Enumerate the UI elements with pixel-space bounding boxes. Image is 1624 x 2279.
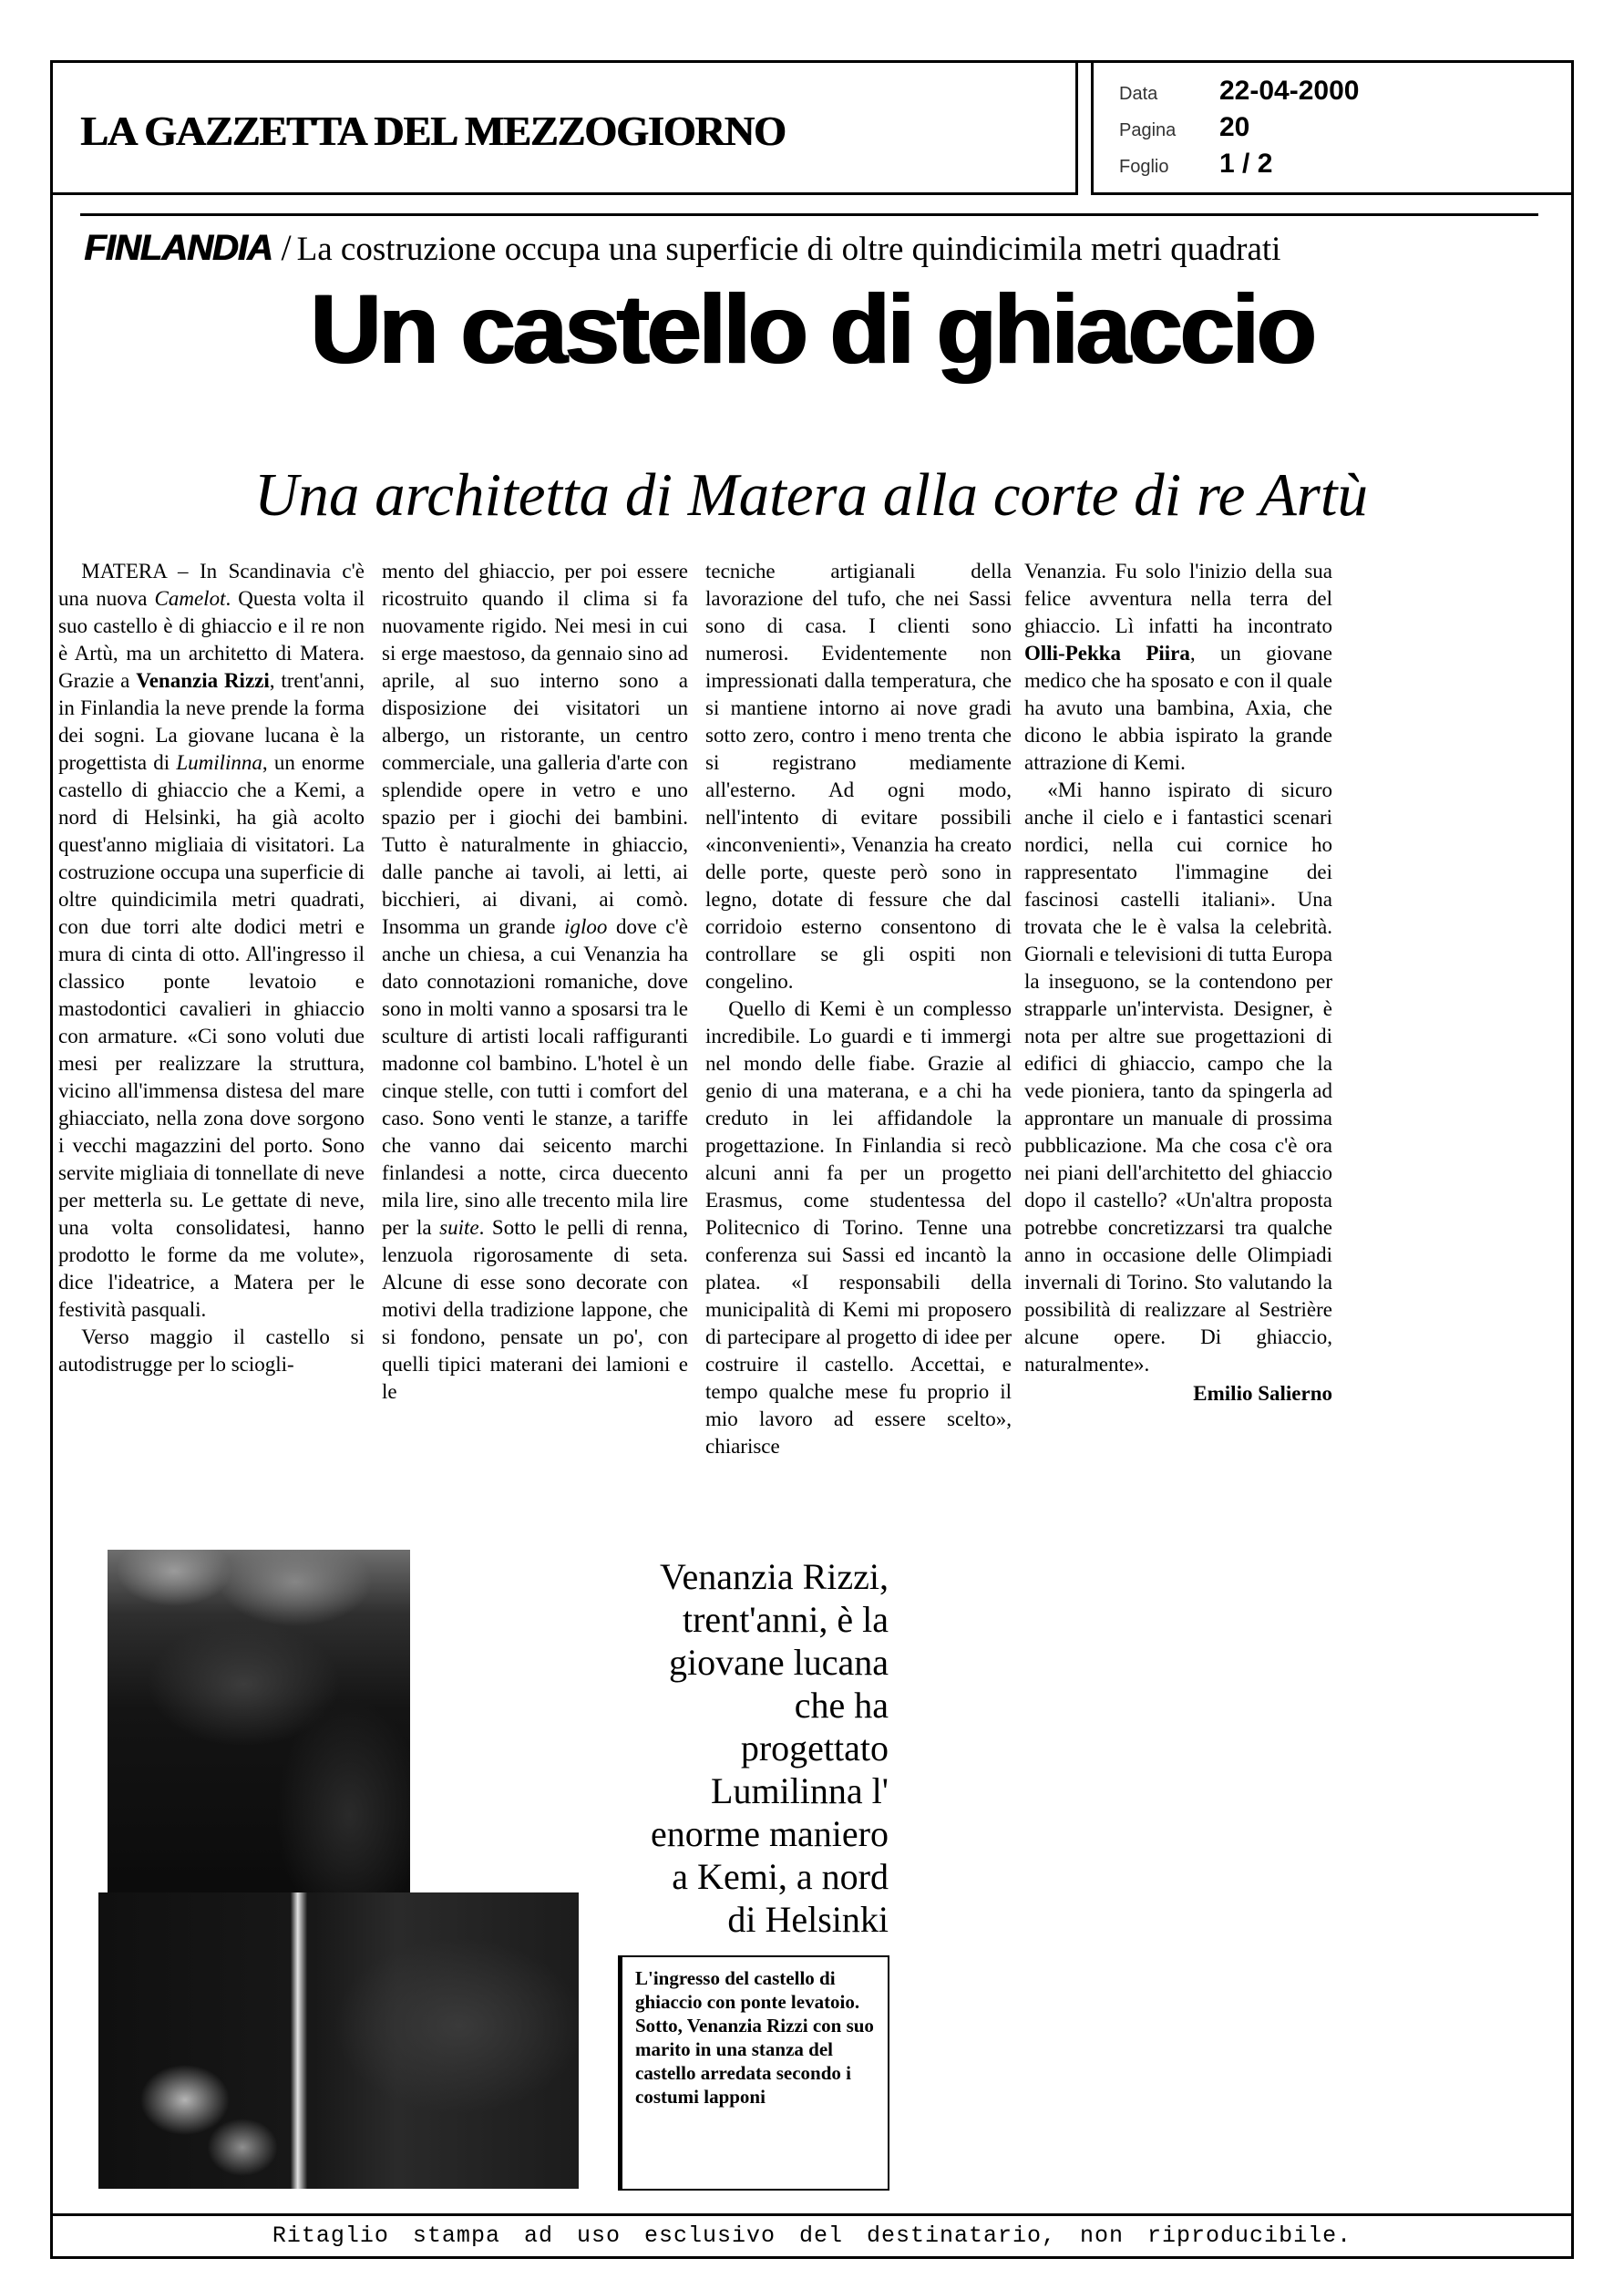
photo-ice-castle-entrance	[108, 1550, 410, 1903]
kicker-separator: /	[281, 227, 292, 268]
clipping-info-box	[1091, 60, 1574, 195]
boxed-caption: L'ingresso del castello di ghiaccio con ponte levatoio. Sotto, Venanzia Rizzi con suo marito in una stanza del castello arredata secondo i costumi lapponi	[618, 1955, 889, 2191]
page-value: 20	[1219, 112, 1250, 142]
headline: Un castello di ghiaccio	[309, 273, 1313, 384]
article-column-1: MATERA – In Scandinavia c'è una nuova Camelot. Questa volta il suo castello è di ghiaccio e il re non è Artù, ma un architetto di Matera. Grazie a Venanzia Rizzi, trent'anni, in Finlandia la neve prende la forma dei sogni. La giovane lucana è la progettista di Lumilinna, un enorme castello di ghiaccio che a Kemi, a nord di Helsinki, ha già acolto quest'anno migliaia di visitatori. La costruzione occupa una superficie di oltre quindicimila metri quadrati, con due torri alte dodici metri e mura di cinta di otto. All'ingresso il classico ponte levatoio e mastodontici cavalieri in ghiaccio con armature. «Ci sono voluti due mesi per realizzare la struttura, vicino all'immensa distesa del mare ghiacciato, nella zona dove sorgono i vecchi magazzini del porto. Sono servite migliaia di tonnellate di neve per metterla su. Le gettate di neve, una volta consolidatesi, hanno prodotto le forme da me volute», dice l'ideatrice, a Matera per le festività pasquali. Verso maggio il castello si autodistrugge per lo sciogli-	[58, 560, 365, 1376]
masthead-box	[50, 60, 1078, 195]
footer-rule	[50, 2213, 1574, 2216]
section-tag: FINLANDIA	[84, 228, 272, 268]
info-row-page	[1119, 112, 1571, 149]
article-column-2: mento del ghiaccio, per poi essere ricostruito quando il clima si fa nuovamente rigido. Nei mesi in cui si erge maestoso, da gennaio sino ad aprile, al suo interno sono a disposizione dei visitatori un albergo, un ristorante, un centro commerciale, una galleria d'arte con splendide opere in vetro e uno spazio per i giochi dei bambini. Tutto è naturalmente in ghiaccio, dalle panche ai tavoli, ai letti, ai bicchieri, ai divani, ai comò. Insomma un grande igloo dove c'è anche un chiesa, a cui Venanzia ha dato connotazioni romaniche, dove sono in molti vanno a sposarsi tra le sculture di artisti locali raffiguranti madonne col bambino. L'hotel è un cinque stelle, con tutti i comfort del caso. Sono venti le stanze, a tariffe che vanno dai seicento marchi finlandesi a notte, circa duecento mila lire, sino alle trecento mila lire per la suite. Sotto le pelli di renna, lenzuola rigorosamente di seta. Alcune di esse sono decorate con motivi della tradizione lappone, che si fondono, pensate un po', con quelli tipici materani dei lamioni e le	[382, 560, 689, 1403]
sheet-label: Foglio	[1119, 157, 1169, 177]
sheet-value: 1 / 2	[1219, 149, 1273, 179]
info-row-date	[1119, 76, 1571, 112]
kicker-text: La costruzione occupa una superficie di oltre quindicimila metri quadrati	[296, 231, 1281, 268]
photo-couple-in-castle-room	[98, 1892, 579, 2189]
article-column-3: tecniche artigianali della lavorazione del tufo, che nei Sassi sono di casa. I clienti sono numerosi. Evidentemente non impressionati dalla temperatura, che si mantiene intorno ai nove gradi sotto zero, contro i meno trenta che si registrano mediamente all'esterno. Ad ogni modo, nell'intento di evitare possibili «inconvenienti», Venanzia ha creato delle porte, queste però sono in legno, dotate di fessure che dal corridoio esterno consentono di controllare se gli ospiti non congelino. Quello di Kemi è un complesso incredibile. Lo guardi e ti immergi nel mondo delle fiabe. Grazie al genio di una materana, e a chi ha creduto in lei affidandole la progettazione. In Finlandia si recò alcuni anni fa per un progetto Erasmus, come studentessa del Politecnico di Torino. Tenne una conferenza sui Sassi ed incantò la platea. «I responsabili della municipalità di Kemi mi proposero di partecipare al progetto di idee per costruire il castello. Accettai, e tempo qualche mese fu proprio il mio lavoro ad essere scelto», chiarisce	[705, 560, 1012, 1458]
page-label: Pagina	[1119, 120, 1177, 140]
article-column-4: Venanzia. Fu solo l'inizio della sua felice avventura nella terra del ghiaccio. Lì infatti ha incontrato Olli-Pekka Piira, un giovane medico che ha sposato e con il quale ha avuto una bambina, Axia, che dicono le abbia ispirato la grande attrazione di Kemi. «Mi hanno ispirato di sicuro anche il cielo e i fantastici scenari nordici, nella cui cornice ho rappresentato l'immagine dei fascinosi castelli italiani». Una trovata che le è valsa la celebrità. Giornali e televisioni di tutta Europa la inseguono, se la contendono per strapparle un'intervista. Designer, è nota per altre sue progettazioni di edifici di ghiaccio, campo che la vede pioniera, tanto da spingerla ad approntare un manuale di prossima pubblicazione. Ma che cosa c'è ora nei piani dell'architetto del ghiaccio dopo il castello? «Un'altra proposta potrebbe concretizzarsi tra qualche anno in occasione delle Olimpiadi invernali di Torino. Sto valutando la possibilità di realizzare al Sestrière alcune opere. Di ghiaccio, naturalmente». Emilio Salierno	[1024, 560, 1332, 1405]
kicker	[84, 226, 1542, 269]
newspaper-title: LA GAZZETTA DEL MEZZOGIORNO	[80, 108, 786, 154]
subhead: Una architetta di Matera alla corte di re Artù	[254, 461, 1368, 529]
date-label: Data	[1119, 84, 1158, 104]
date-value: 22-04-2000	[1219, 76, 1360, 106]
copyright-strip: Ritaglio stampa ad uso esclusivo del destinatario, non riproducibile.	[272, 2222, 1352, 2249]
info-row-sheet	[1119, 149, 1571, 185]
kicker-rule	[80, 213, 1538, 216]
photo-caption: Venanzia Rizzi, trent'anni, è la giovane lucana che ha progettato Lumilinna l' enorme maniero a Kemi, a nord di Helsinki	[651, 1556, 889, 1940]
